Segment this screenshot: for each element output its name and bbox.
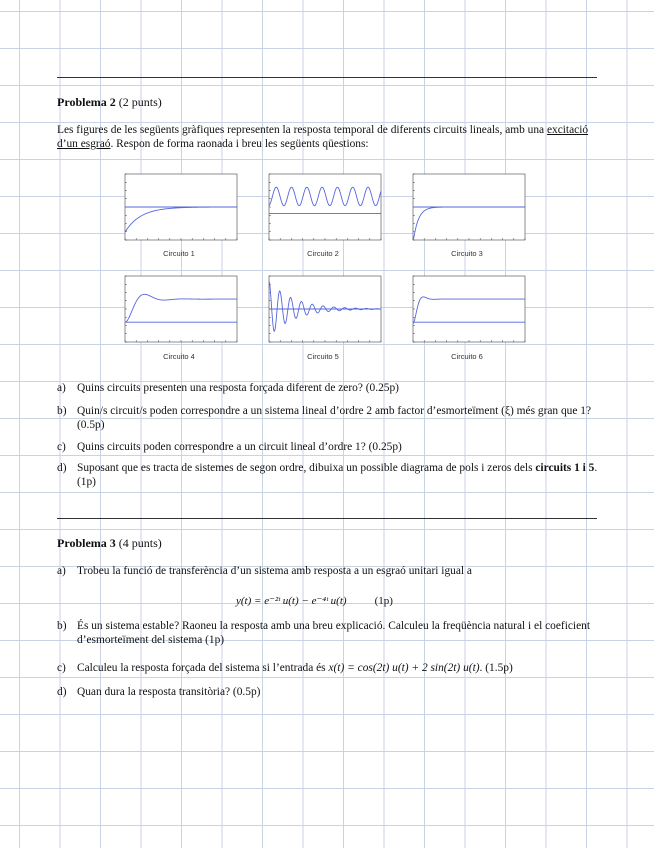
question-label: c) [57, 662, 66, 674]
equation-points: (1p) [374, 595, 393, 607]
plot-circuit-4 [119, 273, 239, 348]
question-text: Quins circuits presenten una resposta forçada diferent de zero? (0.25p) [77, 382, 399, 394]
problem3-title-points: (4 punts) [115, 536, 162, 550]
plot-frame [413, 276, 525, 342]
question-text: Quan dura la resposta transitòria? (0.5p) [77, 686, 261, 698]
problem3-title-bold: Problema 3 [57, 536, 116, 550]
problem2-intro [57, 123, 602, 151]
problem3-question-d [57, 686, 602, 700]
question-text-after: . (1p) [77, 462, 598, 488]
problem2-question-d [57, 462, 602, 489]
plot-circuit-5 [263, 273, 383, 348]
intro-underlined-term: excitació d’un esgraó [57, 124, 589, 150]
equation-text: y(t) = e⁻²ᵗ u(t) − e⁻⁴ᵗ u(t) [236, 595, 347, 607]
question-label: b) [57, 620, 67, 632]
caption-circuit-3: Circuito 3 [451, 249, 483, 258]
question-label: c) [57, 441, 66, 453]
plot-circuit-1 [119, 171, 239, 246]
plot-frame [125, 276, 237, 342]
middle-rule [57, 518, 597, 519]
intro-text-after: . Respon de forma raonada i breu les següents qüestions: [110, 138, 369, 150]
question-label: d) [57, 686, 67, 698]
problem2-title-bold: Problema 2 [57, 95, 116, 109]
step-response-equation [236, 594, 393, 607]
exam-page [19, 11, 633, 835]
top-rule [57, 77, 597, 78]
question-text: Quins circuits poden correspondre a un circuit lineal d’ordre 1? (0.25p) [77, 441, 402, 453]
problem2-question-c [57, 441, 602, 455]
problem2-question-b [57, 405, 602, 432]
question-text: Quin/s circuit/s poden correspondre a un sistema lineal d’ordre 2 amb factor d’esmorteïment (ξ) més gran que 1? (0.5p) [77, 405, 592, 431]
problem3-title [57, 536, 162, 551]
question-label: a) [57, 565, 66, 577]
problem2-question-a [57, 382, 602, 396]
problem3-question-c [57, 662, 602, 676]
problem2-title-points: (2 punts) [115, 95, 162, 109]
plot-frame [269, 174, 381, 240]
question-text [77, 462, 602, 489]
problem2-title [57, 95, 162, 110]
caption-circuit-2: Circuito 2 [307, 249, 339, 258]
problem3-question-b [57, 620, 602, 647]
question-label: d) [57, 462, 67, 474]
question-text-bold: circuits 1 i 5 [535, 462, 595, 474]
question-text-after: . (1.5p) [479, 662, 513, 674]
input-formula: x(t) = cos(2t) u(t) + 2 sin(2t) u(t) [328, 662, 480, 674]
caption-circuit-4: Circuito 4 [163, 352, 195, 361]
plot-circuit-3 [407, 171, 527, 246]
intro-text-before: Les figures de les següents gràfiques representen la resposta temporal de diferents circuits lineals, amb una [57, 124, 547, 136]
question-text-before: Suposant que es tracta de sistemes de segon ordre, dibuixa un possible diagrama de pols i zeros dels [77, 462, 536, 474]
plot-circuit-6 [407, 273, 527, 348]
question-label: b) [57, 405, 67, 417]
question-text: Trobeu la funció de transferència d’un sistema amb resposta a un esgraó unitari igual a [77, 565, 472, 577]
question-label: a) [57, 382, 66, 394]
problem3-question-a [57, 565, 602, 579]
plot-circuit-2 [263, 171, 383, 246]
caption-circuit-1: Circuito 1 [163, 249, 195, 258]
question-text [77, 662, 602, 676]
caption-circuit-6: Circuito 6 [451, 352, 483, 361]
question-text: És un sistema estable? Raoneu la resposta amb una breu explicació. Calculeu la freqüència natural i el coeficient d’esmorteïment del sistema (1p) [77, 620, 591, 646]
question-text-before: Calculeu la resposta forçada del sistema si l’entrada és [77, 662, 329, 674]
caption-circuit-5: Circuito 5 [307, 352, 339, 361]
